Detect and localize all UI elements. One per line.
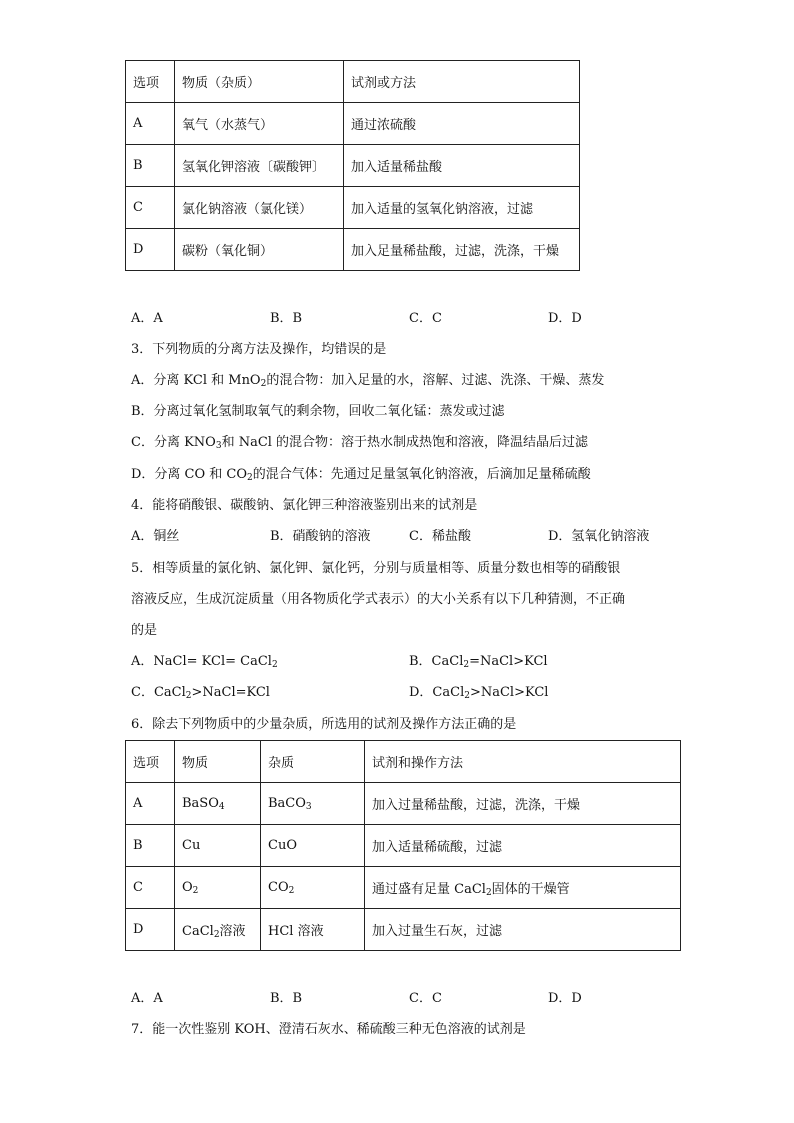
question-5-stem-line1: 5．相等质量的氯化钠、氯化钾、氯化钙，分别与质量相等、质量分数也相等的硝酸银: [131, 561, 621, 576]
table-cell: B: [126, 145, 175, 187]
table-cell: C: [126, 867, 175, 909]
question-6-option-d: D．D: [548, 991, 582, 1006]
option-d: D．D: [548, 311, 582, 326]
question-5-option-c: C．CaCl$_2$>NaCl=KCl: [131, 685, 270, 701]
table-cell: $CO_2$: [261, 867, 365, 909]
table-cell: D: [126, 229, 175, 271]
table-cell: 加入适量的氢氧化钠溶液，过滤: [344, 187, 580, 229]
table-row: [126, 229, 580, 271]
table-cell: 加入适量稀盐酸: [344, 145, 580, 187]
table-cell: CaCl$_2$溶液: [175, 909, 261, 951]
table-cell: $O_2$: [175, 867, 261, 909]
table-cell: CuO: [261, 825, 365, 867]
table-header-row: [126, 741, 681, 783]
question-5-option-a: A．NaCl= KCl= CaCl$_2$: [131, 654, 278, 670]
table-row: [126, 783, 681, 825]
table-row: [126, 909, 681, 951]
question-4-stem: 4．能将硝酸银、碳酸钠、氯化钾三种溶液鉴别出来的试剂是: [131, 498, 478, 513]
table-cell: 氯化钠溶液（氯化镁）: [175, 187, 344, 229]
table-cell: A: [126, 783, 175, 825]
option-c: C．C: [409, 311, 442, 326]
table-cell: Cu: [175, 825, 261, 867]
table-cell: 通过浓硫酸: [344, 103, 580, 145]
question-5-option-b: B．CaCl$_2$=NaCl>KCl: [409, 654, 548, 670]
table-cell: 加入过量稀盐酸，过滤，洗涤，干燥: [365, 783, 681, 825]
question-3-option-c: C．分离 $KNO_3$和 NaCl 的混合物：溶于热水制成热饱和溶液，降温结晶后过滤: [131, 435, 589, 451]
question-5-stem-line3: 的是: [131, 623, 158, 638]
question-6-option-b: B．B: [270, 991, 303, 1006]
question-3-stem: 3．下列物质的分离方法及操作，均错误的是: [131, 342, 387, 357]
option-b: B．B: [270, 311, 303, 326]
table-cell: BaCO$_3$: [261, 783, 365, 825]
table-header-cell: 试剂或方法: [344, 61, 580, 103]
question-4-option-a: A．铜丝: [131, 529, 180, 544]
table-header-row: [126, 61, 580, 103]
table-purification-1: [125, 60, 580, 271]
table-row: [126, 187, 580, 229]
table-cell: 加入适量稀硫酸，过滤: [365, 825, 681, 867]
question-5-option-d: D．CaCl$_2$>NaCl>KCl: [409, 685, 549, 701]
table-header-cell: 选项: [126, 741, 175, 783]
question-5-stem-line2: 溶液反应，生成沉淀质量（用各物质化学式表示）的大小关系有以下几种猜测，不正确: [131, 592, 626, 607]
question-4-option-d: D．氢氧化钠溶液: [548, 529, 650, 544]
table-cell: 加入足量稀盐酸，过滤，洗涤，干燥: [344, 229, 580, 271]
table-cell: 氧气（水蒸气）: [175, 103, 344, 145]
table-cell: BaSO$_4$: [175, 783, 261, 825]
table-row: [126, 103, 580, 145]
table-header-cell: 物质: [175, 741, 261, 783]
question-4-option-c: C．稀盐酸: [409, 529, 471, 544]
table-cell: HCl 溶液: [261, 909, 365, 951]
question-3-option-d: D．分离 CO 和 $CO_2$的混合气体：先通过足量氢氧化钠溶液，后滴加足量稀硫酸: [131, 467, 591, 483]
question-3-option-b: B．分离过氧化氢制取氧气的剩余物，回收二氧化锰：蒸发或过滤: [131, 404, 505, 419]
table-row: [126, 867, 681, 909]
table-row: [126, 825, 681, 867]
table-header-cell: 选项: [126, 61, 175, 103]
question-4-option-b: B．硝酸钠的溶液: [270, 529, 371, 544]
option-a: A．A: [131, 311, 163, 326]
table-cell: A: [126, 103, 175, 145]
question-6-option-c: C．C: [409, 991, 442, 1006]
question-6-option-a: A．A: [131, 991, 163, 1006]
table-header-cell: 物质（杂质）: [175, 61, 344, 103]
table-cell: B: [126, 825, 175, 867]
table-cell: 氢氧化钾溶液〔碳酸钾〕: [175, 145, 344, 187]
table-cell: C: [126, 187, 175, 229]
question-6-stem: 6．除去下列物质中的少量杂质，所选用的试剂及操作方法正确的是: [131, 717, 517, 732]
table-cell: D: [126, 909, 175, 951]
question-3-option-a: A．分离 KCl 和 MnO$_2$的混合物：加入足量的水，溶解、过滤、洗涤、干燥、蒸发: [131, 373, 605, 389]
table-cell: 碳粉（氧化铜）: [175, 229, 344, 271]
table-cell: 加入过量生石灰，过滤: [365, 909, 681, 951]
table-header-cell: 杂质: [261, 741, 365, 783]
question-7-stem: 7．能一次性鉴别 KOH、澄清石灰水、稀硫酸三种无色溶液的试剂是: [131, 1022, 526, 1037]
table-row: [126, 145, 580, 187]
table-header-cell: 试剂和操作方法: [365, 741, 681, 783]
table-purification-2: [125, 740, 681, 951]
table-cell: 通过盛有足量 CaCl$_2$固体的干燥管: [365, 867, 681, 909]
